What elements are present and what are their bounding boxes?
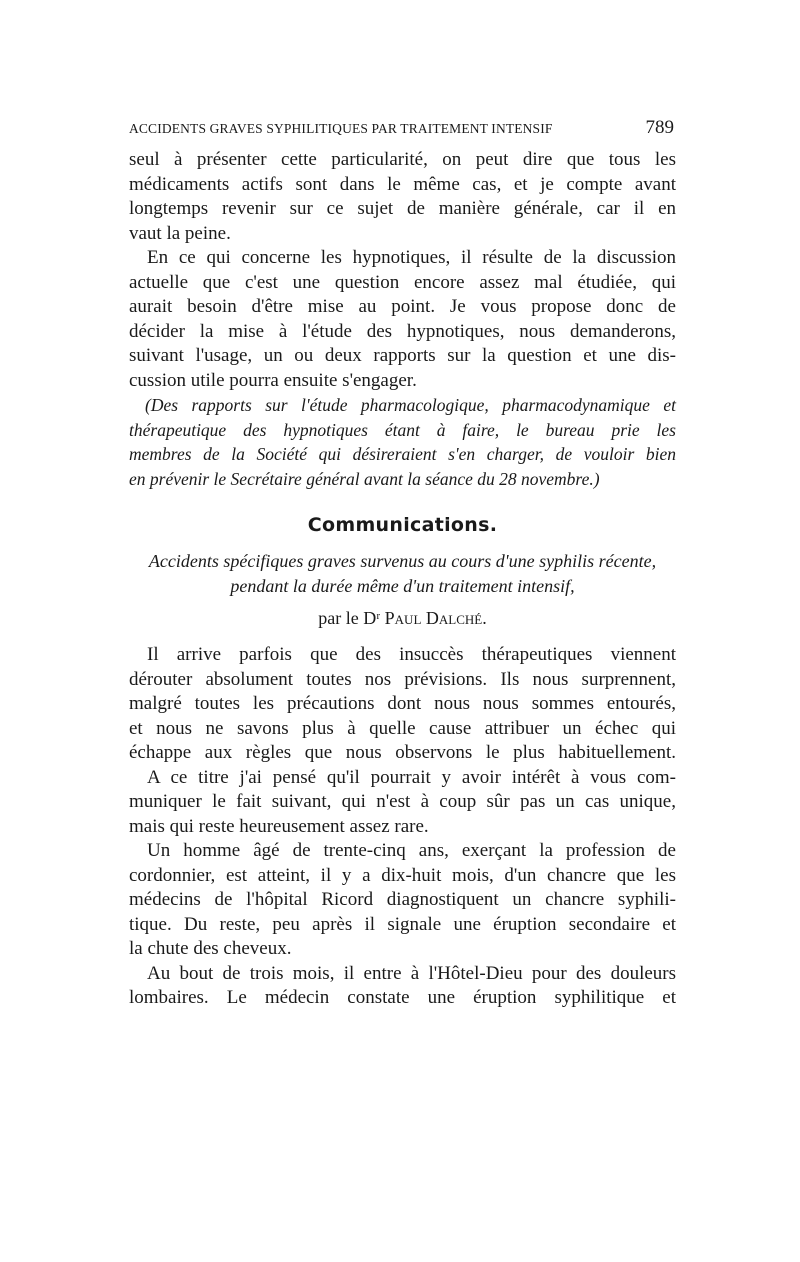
text-line: malgré toutes les précautions dont nous nous sommes entourés, bbox=[129, 693, 676, 714]
text-line: Il arrive parfois que des insuccès thérapeutiques viennent bbox=[147, 644, 676, 665]
text-line: seul à présenter cette particularité, on peut dire que tous les bbox=[129, 149, 676, 170]
running-title: ACCIDENTS GRAVES SYPHILITIQUES PAR TRAITEMENT INTENSIF bbox=[129, 121, 553, 136]
paragraph-titre bbox=[129, 766, 676, 840]
text-line: longtemps revenir sur ce sujet de manière générale, car il en bbox=[129, 198, 676, 219]
text-line: cussion utile pourra ensuite s'engager. bbox=[129, 369, 417, 391]
text-line: en prévenir le Secrétaire général avant la séance du 28 novembre.) bbox=[129, 468, 600, 489]
text-line: tique. Du reste, peu après il signale une éruption secondaire et bbox=[129, 913, 676, 935]
text-line: A ce titre j'ai pensé qu'il pourrait y avoir intérêt à vous com- bbox=[147, 766, 676, 788]
byline bbox=[129, 606, 676, 630]
running-head bbox=[129, 114, 676, 144]
text-line: En ce qui concerne les hypnotiques, il résulte de la discussion bbox=[147, 247, 676, 268]
text-line: vaut la peine. bbox=[129, 222, 231, 244]
text-line: thérapeutique des hypnotiques étant à faire, le bureau prie les bbox=[129, 419, 676, 440]
paragraph-note-italic bbox=[129, 393, 676, 491]
text-line: (Des rapports sur l'étude pharmacologique, pharmacodynamique et bbox=[145, 395, 676, 415]
text-line: décider la mise à l'étude des hypnotiques, nous demanderons, bbox=[129, 320, 676, 342]
text-line: mais qui reste heureusement assez rare. bbox=[129, 815, 429, 837]
text-line: Un homme âgé de trente-cinq ans, exerçant la profession de bbox=[147, 840, 676, 861]
paragraph-continuation bbox=[129, 148, 676, 246]
text-line: médicaments actifs sont dans le même cas, et je compte avant bbox=[129, 173, 676, 195]
text-line: aurait besoin d'être mise au point. Je vous propose donc de bbox=[129, 296, 676, 317]
text-line: dérouter absolument toutes nos prévisions. Ils nous surprennent, bbox=[129, 668, 676, 690]
text-line: la chute des cheveux. bbox=[129, 938, 292, 959]
text-line: Au bout de trois mois, il entre à l'Hôtel-Dieu pour des douleurs bbox=[147, 962, 676, 984]
book-page bbox=[129, 114, 676, 1011]
article-title-line: Accidents spécifiques graves survenus au cours d'une syphilis récente, bbox=[148, 551, 657, 571]
text-line: cordonnier, est atteint, il y a dix-huit mois, d'un chancre que les bbox=[129, 864, 676, 886]
section-heading: Communications. bbox=[307, 514, 498, 536]
article-title-line: pendant la durée même d'un traitement intensif, bbox=[230, 575, 575, 596]
paragraph-case bbox=[129, 839, 676, 962]
text-line: échappe aux règles que nous observons le plus habituellement. bbox=[129, 742, 676, 763]
text-line: et nous ne savons plus à quelle cause attribuer un échec qui bbox=[129, 717, 676, 739]
paragraph-hypnotiques bbox=[129, 246, 676, 393]
paragraph-insucces bbox=[129, 643, 676, 766]
text-line: lombaires. Le médecin constate une éruption syphilitique et bbox=[129, 987, 676, 1008]
text-line: suivant l'usage, un ou deux rapports sur la question et une dis- bbox=[129, 345, 676, 366]
text-line: membres de la Société qui désireraient s'en charger, de vouloir bien bbox=[129, 444, 676, 464]
text-line: médecins de l'hôpital Ricord diagnostiquent un chancre syphili- bbox=[129, 889, 676, 910]
paragraph-hotel-dieu bbox=[129, 962, 676, 1011]
text-line: actuelle que c'est une question encore assez mal étudiée, qui bbox=[129, 271, 676, 293]
byline-author: Paul Dalché. bbox=[384, 608, 487, 628]
article-title bbox=[129, 549, 676, 598]
byline-prefix: par le Dʳ bbox=[318, 608, 381, 628]
page-number: 789 bbox=[645, 117, 674, 138]
text-line: muniquer le fait suivant, qui n'est à coup sûr pas un cas unique, bbox=[129, 791, 676, 812]
